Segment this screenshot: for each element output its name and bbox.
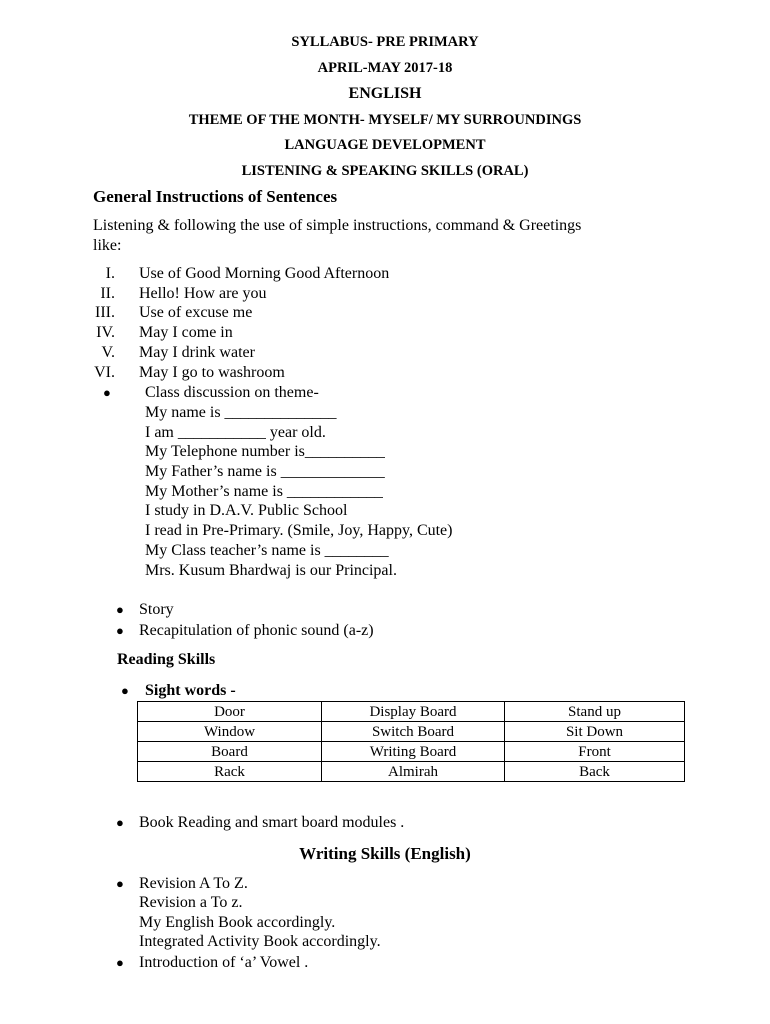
writing-line: My English Book accordingly.: [139, 914, 336, 931]
story-item: Story: [139, 601, 174, 618]
writing-skills-title: Writing Skills (English): [299, 844, 471, 863]
list-item-number: II.: [100, 285, 115, 302]
discussion-line: Mrs. Kusum Bhardwaj is our Principal.: [145, 562, 397, 579]
table-cell: Front: [505, 742, 685, 762]
discussion-line: My Mother’s name is ____________: [145, 483, 383, 500]
bullet-icon: ●: [116, 602, 124, 617]
general-instructions-title: General Instructions of Sentences: [93, 187, 338, 206]
discussion-line: I study in D.A.V. Public School: [145, 502, 348, 519]
bullet-icon: ●: [116, 876, 124, 891]
table-cell: Display Board: [322, 702, 505, 722]
sight-words-table: [137, 701, 685, 782]
bullet-icon: ●: [116, 623, 124, 638]
phonic-recap-item: Recapitulation of phonic sound (a-z): [139, 622, 374, 639]
list-item-number: I.: [105, 265, 115, 282]
header-theme: THEME OF THE MONTH- MYSELF/ MY SURROUNDINGS: [188, 112, 582, 128]
sight-words-title: Sight words -: [145, 682, 236, 699]
discussion-line: My name is ______________: [145, 404, 337, 421]
discussion-line: My Telephone number is__________: [145, 443, 385, 460]
list-item: Hello! How are you: [139, 285, 267, 302]
header-title: SYLLABUS- PRE PRIMARY: [291, 34, 479, 50]
list-item: May I drink water: [139, 344, 255, 361]
table-row: [138, 702, 685, 722]
bullet-icon: ●: [121, 683, 129, 698]
table-cell: Almirah: [322, 762, 505, 782]
list-item: May I come in: [139, 324, 233, 341]
table-cell: Rack: [138, 762, 322, 782]
table-cell: Board: [138, 742, 322, 762]
table-cell: Back: [505, 762, 685, 782]
reading-skills-title: Reading Skills: [117, 651, 216, 668]
bullet-icon: ●: [116, 815, 124, 830]
discussion-line: I am ___________ year old.: [145, 424, 326, 441]
list-item: May I go to washroom: [139, 364, 285, 381]
list-item-number: IV.: [96, 324, 115, 341]
list-item: Use of Good Morning Good Afternoon: [139, 265, 390, 282]
writing-line: Revision A To Z.: [139, 875, 248, 892]
table-row: [138, 742, 685, 762]
table-cell: Switch Board: [322, 722, 505, 742]
header-session: APRIL-MAY 2017-18: [317, 60, 453, 76]
general-intro-line1: Listening & following the use of simple instructions, command & Greetings: [93, 217, 582, 234]
bullet-icon: ●: [103, 385, 111, 400]
class-discussion-title: Class discussion on theme-: [145, 384, 319, 401]
writing-line: Integrated Activity Book accordingly.: [139, 933, 381, 950]
book-reading-item: Book Reading and smart board modules .: [139, 814, 405, 831]
table-cell: Writing Board: [322, 742, 505, 762]
list-item: Use of excuse me: [139, 304, 253, 321]
table-row: [138, 722, 685, 742]
general-intro-line2: like:: [93, 237, 122, 254]
table-row: [138, 762, 685, 782]
table-cell: Window: [138, 722, 322, 742]
bullet-icon: ●: [116, 955, 124, 970]
vowel-intro-item: Introduction of ‘a’ Vowel .: [139, 954, 309, 971]
table-cell: Sit Down: [505, 722, 685, 742]
list-item-number: III.: [95, 304, 115, 321]
discussion-line: I read in Pre-Primary. (Smile, Joy, Happy, Cute): [145, 522, 453, 539]
discussion-line: My Father’s name is _____________: [145, 463, 385, 480]
header-listening-speaking: LISTENING & SPEAKING SKILLS (ORAL): [241, 163, 529, 179]
writing-line: Revision a To z.: [139, 894, 243, 911]
header-subject: ENGLISH: [348, 85, 422, 102]
table-cell: Door: [138, 702, 322, 722]
list-item-number: VI.: [94, 364, 115, 381]
list-item-number: V.: [101, 344, 115, 361]
table-cell: Stand up: [505, 702, 685, 722]
discussion-line: My Class teacher’s name is ________: [145, 542, 389, 559]
header-language-development: LANGUAGE DEVELOPMENT: [284, 137, 486, 153]
